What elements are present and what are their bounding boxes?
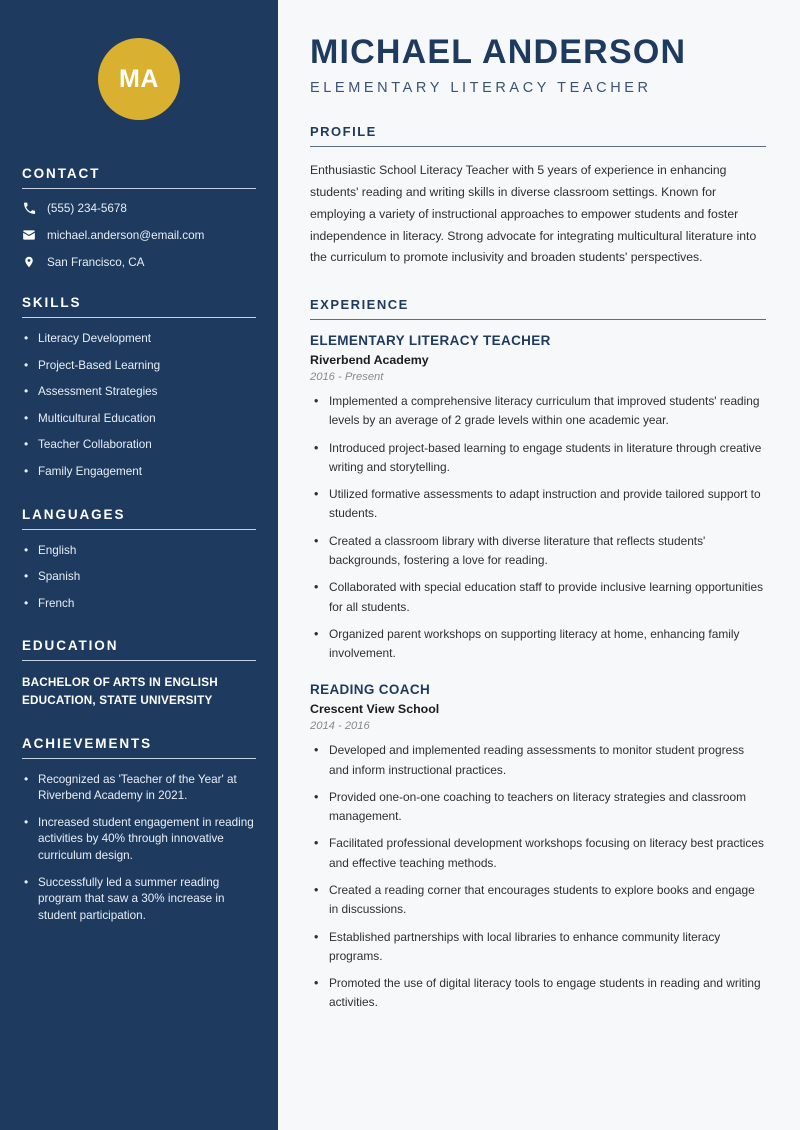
sidebar-section-contact [22, 166, 256, 269]
experience-entry [310, 682, 766, 1012]
experience-entry [310, 333, 766, 663]
languages-heading: LANGUAGES [22, 506, 126, 522]
contact-item-email[interactable] [22, 228, 256, 242]
job-bullet-list [310, 392, 766, 663]
section-experience [310, 297, 766, 1013]
phone-icon [22, 202, 36, 215]
profile-text: Enthusiastic School Literacy Teacher with 5 years of experience in enhancing students' reading and writing skills in diverse classroom settings. Known for employing a variety of instructional approaches to empower students and foster independence in literacy. Strong advocate for integrating multicultural literature into the curriculum to promote inclusivity and broaden students' perspectives. [310, 163, 757, 265]
job-subtitle: ELEMENTARY LITERACY TEACHER [310, 80, 652, 97]
list-item: • Implemented a comprehensive literacy curriculum that improved students' reading levels by an average of 2 grade levels within one academic year. [310, 392, 766, 431]
contact-divider [22, 188, 256, 189]
job-title: ELEMENTARY LITERACY TEACHER [310, 332, 551, 348]
job-dates: 2014 - 2016 [310, 720, 370, 733]
profile-divider [310, 146, 766, 147]
list-item: • Facilitated professional development workshops focusing on literacy best practices and effective teaching methods. [310, 834, 766, 873]
list-item: • Created a reading corner that encourages students to explore books and engage in discussions. [310, 881, 766, 920]
list-item: • Introduced project-based learning to engage students in literature through creative writing and storytelling. [310, 439, 766, 478]
list-item: • Developed and implemented reading assessments to monitor student progress and inform instructional practices. [310, 741, 766, 780]
education-divider [22, 660, 256, 661]
achievements-heading: ACHIEVEMENTS [22, 735, 153, 751]
contact-phone-value: (555) 234-5678 [47, 202, 127, 215]
job-bullet-list [310, 741, 766, 1012]
avatar: MA [98, 38, 180, 120]
job-company: Riverbend Academy [310, 352, 429, 367]
sidebar-section-education [22, 638, 256, 709]
job-company: Crescent View School [310, 702, 440, 717]
education-degree: BACHELOR OF ARTS IN ENGLISH EDUCATION, STATE UNIVERSITY [22, 676, 218, 708]
list-item: • Utilized formative assessments to adapt instruction and provide tailored support to students. [310, 485, 766, 524]
list-item: • Provided one-on-one coaching to teachers on literacy strategies and classroom management. [310, 788, 766, 827]
list-item: • Family Engagement [22, 464, 256, 481]
list-item: • Teacher Collaboration [22, 437, 256, 454]
job-title: READING COACH [310, 682, 431, 698]
profile-heading: PROFILE [310, 124, 377, 140]
list-item: • Multicultural Education [22, 411, 256, 428]
list-item: • Increased student engagement in reading activities by 40% through innovative curriculum design. [22, 815, 256, 865]
section-profile [310, 124, 766, 269]
list-item: • English [22, 543, 256, 560]
location-pin-icon [22, 255, 36, 269]
list-item: • Successfully led a summer reading program that saw a 30% increase in student participation. [22, 875, 256, 925]
list-item: • Assessment Strategies [22, 384, 256, 401]
contact-item-location[interactable] [22, 255, 256, 269]
contact-email-value: michael.anderson@email.com [47, 228, 205, 242]
envelope-icon [22, 228, 36, 242]
languages-divider [22, 529, 256, 530]
experience-divider [310, 319, 766, 320]
list-item: • Created a classroom library with diverse literature that reflects students' backgrounds, fostering a love for reading. [310, 532, 766, 571]
main-content [278, 0, 800, 1130]
list-item: • Recognized as 'Teacher of the Year' at Riverbend Academy in 2021. [22, 772, 256, 805]
sidebar-section-achievements [22, 736, 256, 925]
contact-heading: CONTACT [22, 166, 101, 181]
list-item: • Promoted the use of digital literacy tools to engage students in reading and writing activities. [310, 974, 766, 1013]
list-item: • Collaborated with special education staff to provide inclusive learning opportunities for all students. [310, 578, 766, 617]
achievements-divider [22, 758, 256, 759]
contact-location-value: San Francisco, CA [47, 255, 145, 269]
sidebar [0, 0, 278, 1130]
job-dates: 2016 - Present [310, 370, 384, 383]
list-item: • Literacy Development [22, 331, 256, 348]
list-item: • Organized parent workshops on supporting literacy at home, enhancing family involvement. [310, 625, 766, 664]
skills-divider [22, 317, 256, 318]
skills-heading: SKILLS [22, 295, 82, 310]
languages-list [22, 543, 256, 613]
education-heading: EDUCATION [22, 638, 119, 654]
list-item: • Spanish [22, 569, 256, 586]
list-item: • French [22, 596, 256, 613]
list-item: • Project-Based Learning [22, 358, 256, 375]
avatar-wrap [22, 0, 256, 166]
sidebar-section-languages [22, 507, 256, 613]
page-title: MICHAEL ANDERSON [310, 33, 687, 71]
sidebar-section-skills [22, 295, 256, 481]
skills-list [22, 331, 256, 481]
list-item: • Established partnerships with local libraries to enhance community literacy programs. [310, 928, 766, 967]
contact-item-phone[interactable] [22, 202, 256, 215]
achievements-list [22, 772, 256, 925]
experience-heading: EXPERIENCE [310, 296, 409, 312]
